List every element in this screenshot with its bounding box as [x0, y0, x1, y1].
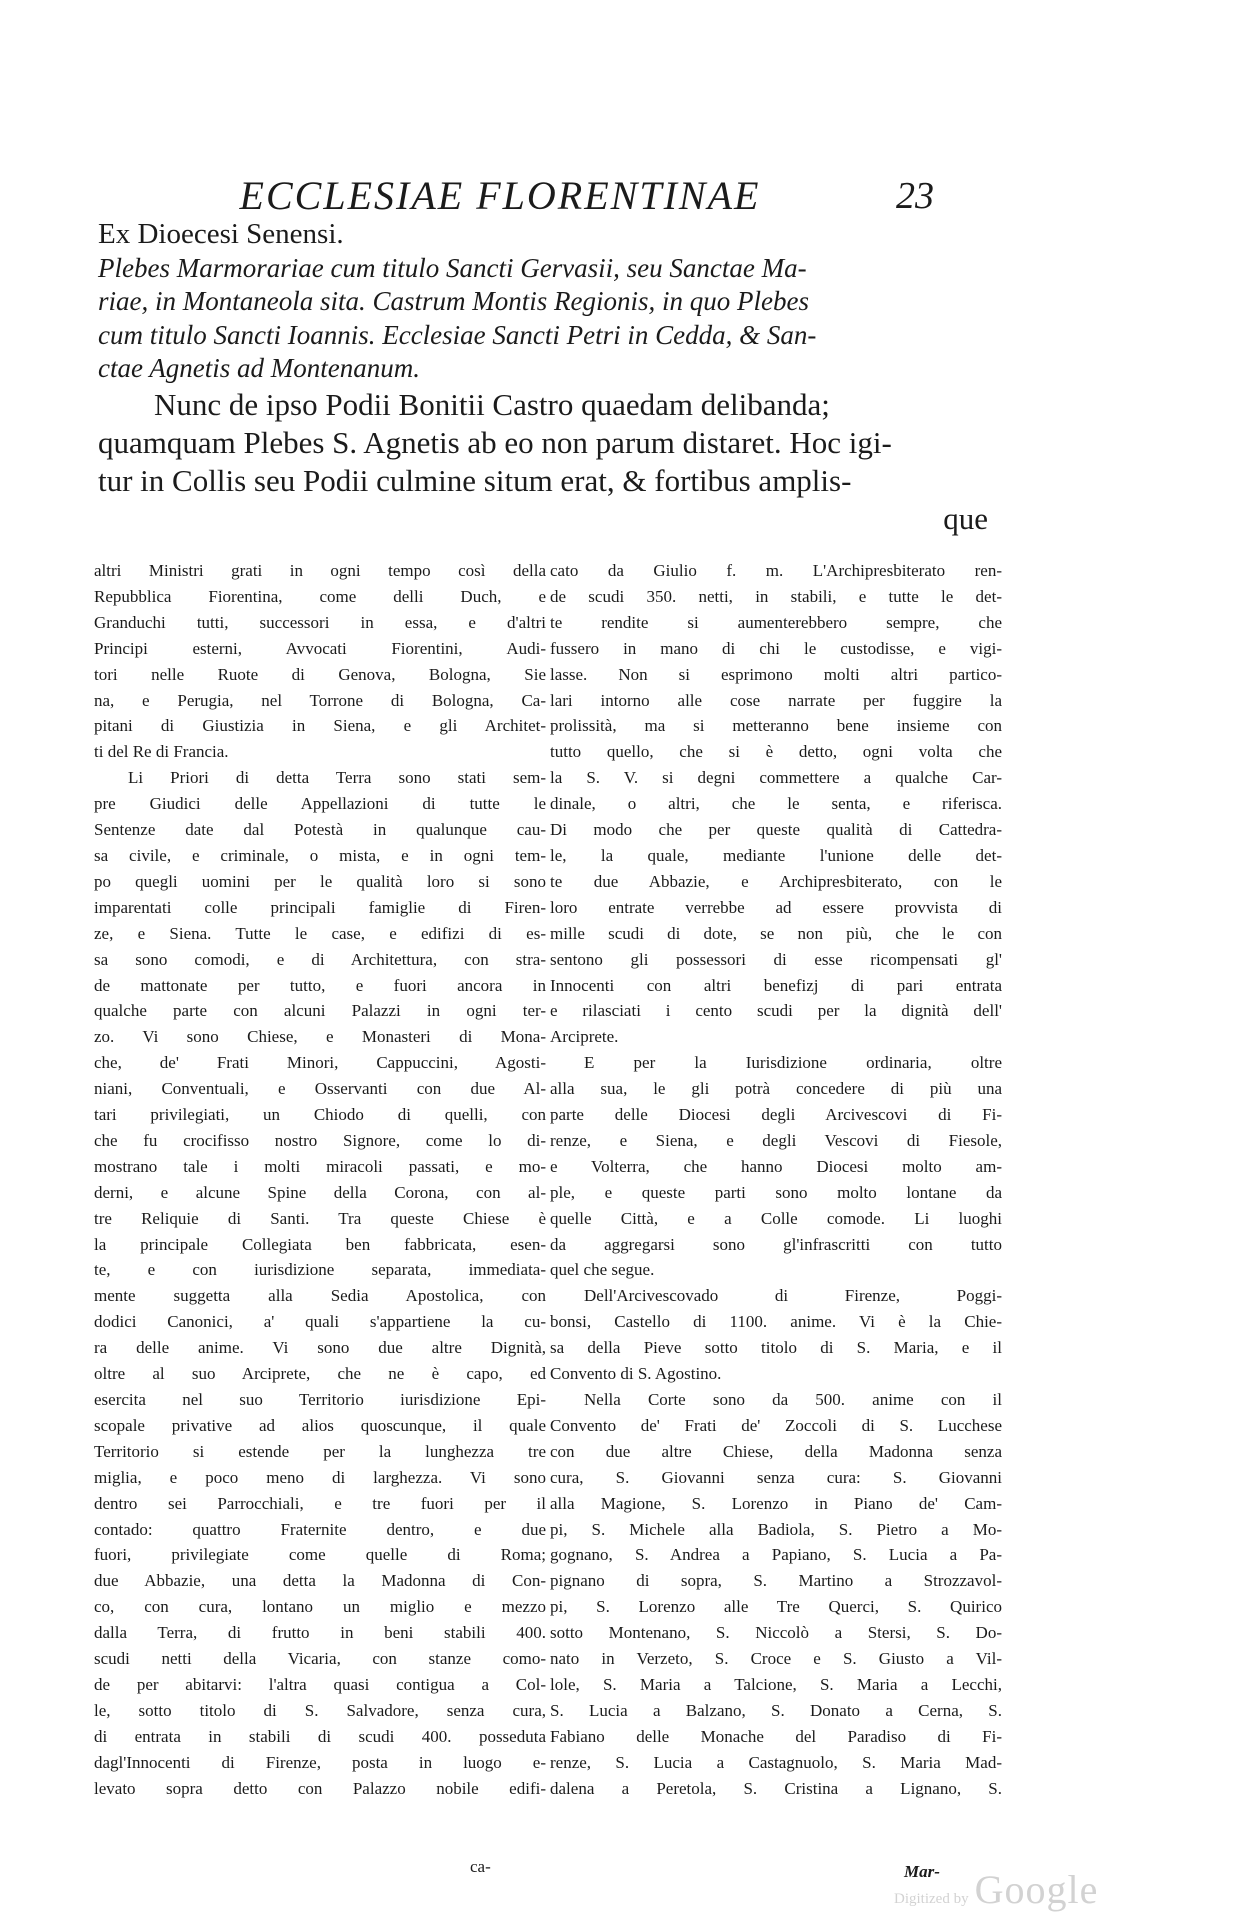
text-line: quamquam Plebes S. Agnetis ab eo non parum distaret. Hoc igi-: [98, 424, 892, 460]
text-line: ti del Re di Francia.: [94, 742, 229, 762]
text-line: fuori, privilegiate come quelle di Roma;: [94, 1545, 546, 1565]
text-line: pitani di Giustizia in Siena, e gli Architet-: [94, 716, 546, 736]
digitization-watermark: [894, 1866, 1098, 1913]
text-line: oltre al suo Arciprete, che ne è capo, ed: [94, 1364, 546, 1384]
text-line: alla sua, le gli potrà concedere di più una: [550, 1079, 1002, 1099]
text-line: Principi esterni, Avvocati Fiorentini, Audi-: [94, 638, 546, 658]
text-line: sa civile, e criminale, o mista, e in ogni tem-: [94, 845, 546, 865]
text-line: parte delle Diocesi degli Arcivescovi di Fi-: [550, 1105, 1002, 1125]
text-line: bonsi, Castello di 1100. anime. Vi è la Chie-: [550, 1312, 1002, 1332]
text-line: e rilasciati i cento scudi per la dignità dell': [550, 1001, 1002, 1021]
text-line: Li Priori di detta Terra sono stati sem-: [128, 768, 546, 788]
text-line: le, la quale, mediante l'unione delle det-: [550, 845, 1002, 865]
text-line: altri Ministri grati in ogni tempo così della: [94, 561, 546, 580]
text-line: mente suggetta alla Sedia Apostolica, con: [94, 1286, 546, 1306]
text-line: loro entrate verrebbe ad essere provvista di: [550, 897, 1002, 917]
text-line: E per la Iurisdizione ordinaria, oltre: [584, 1053, 1002, 1073]
text-line: con due altre Chiese, della Madonna senza: [550, 1441, 1002, 1461]
text-line: ple, e queste parti sono molto lontane da: [550, 1182, 1002, 1202]
text-line: due Abbazie, una detta la Madonna di Con-: [94, 1571, 546, 1591]
text-line: dentro sei Parrocchiali, e tre fuori per il: [94, 1493, 546, 1513]
text-line: dodici Canonici, a' quali s'appartiene la cu-: [94, 1312, 546, 1332]
text-line: sa sono comodi, e di Architettura, con stra-: [94, 949, 546, 969]
text-line: Fabiano delle Monache del Paradiso di Fi-: [550, 1726, 1002, 1746]
intro-block: [98, 218, 988, 538]
text-line: qualche parte con alcuni Palazzi in ogni ter-: [94, 1001, 546, 1021]
text-line: cato da Giulio f. m. L'Archipresbiterato ren-: [550, 561, 1002, 580]
text-line: que: [943, 500, 988, 536]
text-line: Plebes Marmorariae cum titulo Sancti Gervasii, seu Sanctae Ma-: [98, 252, 807, 283]
text-line: Territorio si estende per la lunghezza tre: [94, 1441, 546, 1461]
text-line: te due Abbazie, e Archipresbiterato, con le: [550, 871, 1002, 891]
text-line: e Volterra, che hanno Diocesi molto am-: [550, 1156, 1002, 1176]
text-line: di entrata in stabili di scudi 400. posseduta: [94, 1726, 546, 1746]
right-column: [550, 558, 1002, 1802]
text-line: renze, e Siena, e degli Vescovi di Fiesole,: [550, 1130, 1002, 1150]
diocese-heading: Ex Dioecesi Senensi.: [98, 218, 344, 250]
watermark-prefix: Digitized by: [894, 1891, 969, 1907]
text-line: de mattonate per tutto, e fuori ancora in: [94, 975, 546, 995]
text-line: Repubblica Fiorentina, come delli Duch, e: [94, 586, 546, 606]
text-line: tori nelle Ruote di Genova, Bologna, Sie: [94, 664, 546, 684]
text-line: dinale, o altri, che le senta, e riferisca.: [550, 794, 1002, 814]
text-line: dalla Terra, di frutto in beni stabili 400.: [94, 1623, 546, 1643]
text-line: ra delle anime. Vi sono due altre Dignità,: [94, 1338, 546, 1358]
text-line: derni, e alcune Spine della Corona, con al-: [94, 1182, 546, 1202]
text-line: da aggregarsi sono gl'infrascritti con tutto: [550, 1234, 1002, 1254]
text-line: la S. V. si degni commettere a qualche Car-: [550, 768, 1002, 788]
text-line: dalena a Peretola, S. Cristina a Lignano, S.: [550, 1778, 1002, 1798]
text-line: quel che segue.: [550, 1260, 655, 1280]
text-line: contado: quattro Fraternite dentro, e due: [94, 1519, 546, 1539]
text-line: po quegli uomini per le qualità loro si sono: [94, 871, 546, 891]
text-line: na, e Perugia, nel Torrone di Bologna, Ca-: [94, 690, 546, 710]
text-line: de per abitarvi: l'altra quasi contigua a Col-: [94, 1674, 546, 1694]
text-line: cura, S. Giovanni senza cura: S. Giovanni: [550, 1467, 1002, 1487]
text-line: scopale privative ad alios quoscunque, il quale: [94, 1415, 546, 1435]
text-line: pi, S. Lorenzo alle Tre Querci, S. Quirico: [550, 1597, 1002, 1617]
text-line: Innocenti con altri benefizj di pari entrata: [550, 975, 1002, 995]
text-line: miglia, e poco meno di larghezza. Vi sono: [94, 1467, 546, 1487]
text-line: pre Giudici delle Appellazioni di tutte le: [94, 794, 546, 814]
text-line: pignano di sopra, S. Martino a Strozzavol-: [550, 1571, 1002, 1591]
text-line: tari privilegiati, un Chiodo di quelli, con: [94, 1105, 546, 1125]
text-line: cum titulo Sancti Ioannis. Ecclesiae Sancti Petri in Cedda, & San-: [98, 319, 817, 350]
text-line: pi, S. Michele alla Badiola, S. Pietro a Mo-: [550, 1519, 1002, 1539]
text-line: lole, S. Maria a Talcione, S. Maria a Lecchi,: [550, 1674, 1002, 1694]
right-catchword: Mar-: [904, 1862, 940, 1881]
text-line: la principale Collegiata ben fabbricata, esen-: [94, 1234, 546, 1254]
text-line: Dell'Arcivescovado di Firenze, Poggi-: [584, 1286, 1002, 1306]
text-line: che, de' Frati Minori, Cappuccini, Agosti-: [94, 1053, 546, 1073]
text-line: tur in Collis seu Podii culmine situm erat, & fortibus amplis-: [98, 462, 852, 498]
text-line: alla Magione, S. Lorenzo in Piano de' Cam-: [550, 1493, 1002, 1513]
text-line: S. Lucia a Balzano, S. Donato a Cerna, S.: [550, 1700, 1002, 1720]
text-line: fussero in mano di chi le custodisse, e vigi-: [550, 638, 1002, 658]
text-line: te, e con iurisdizione separata, immediata-: [94, 1260, 546, 1280]
text-line: riae, in Montaneola sita. Castrum Montis Regionis, in quo Plebes: [98, 286, 809, 316]
text-line: Di modo che per queste qualità di Cattedra-: [550, 820, 1002, 840]
text-line: esercita nel suo Territorio iurisdizione Epi-: [94, 1390, 546, 1409]
text-line: renze, S. Lucia a Castagnuolo, S. Maria Mad-: [550, 1752, 1002, 1772]
left-catchword: ca-: [470, 1857, 491, 1876]
left-column: [94, 558, 546, 1802]
text-line: Convento de' Frati de' Zoccoli di S. Lucchese: [550, 1415, 1002, 1435]
text-line: Nella Corte sono da 500. anime con il: [584, 1390, 1002, 1409]
text-line: sotto Montenano, S. Niccolò a Stersi, S. Do-: [550, 1623, 1002, 1643]
text-line: lari intorno alle cose narrate per fuggire la: [550, 690, 1002, 710]
text-line: dagl'Innocenti di Firenze, posta in luogo e-: [94, 1752, 546, 1772]
text-line: sa della Pieve sotto titolo di S. Maria, e il: [550, 1338, 1002, 1358]
nunc-paragraph: [98, 386, 988, 538]
text-line: scudi netti della Vicaria, con stanze como-: [94, 1649, 546, 1669]
text-line: che fu crocifisso nostro Signore, come lo di-: [94, 1130, 546, 1150]
text-line: lasse. Non si esprimono molti altri partico-: [550, 664, 1002, 684]
text-line: mostrano tale i molti miracoli passati, e mo-: [94, 1156, 546, 1176]
text-line: quelle Città, e a Colle comode. Li luoghi: [550, 1208, 1002, 1228]
text-line: Nunc de ipso Podii Bonitii Castro quaedam delibanda;: [154, 386, 830, 422]
text-line: tutto quello, che si è detto, ogni volta che: [550, 742, 1002, 762]
text-line: de scudi 350. netti, in stabili, e tutte le det-: [550, 586, 1002, 606]
text-line: imparentati colle principali famiglie di Firen-: [94, 897, 546, 917]
text-line: le, sotto titolo di S. Salvadore, senza cura,: [94, 1700, 546, 1720]
text-line: Convento di S. Agostino.: [550, 1364, 722, 1384]
text-line: Arciprete.: [550, 1027, 619, 1047]
running-title: ECCLESIAE FLORENTINAE: [239, 173, 761, 218]
page-number: 23: [896, 175, 934, 217]
text-line: tre Reliquie di Santi. Tra queste Chiese è: [94, 1208, 546, 1228]
text-line: nato in Verzeto, S. Croce e S. Giusto a Vil-: [550, 1649, 1002, 1669]
text-line: ze, e Siena. Tutte le case, e edifizi di es-: [94, 923, 546, 943]
text-line: mille scudi di dote, se non più, che le con: [550, 923, 1002, 943]
text-line: sentono gli possessori di esse ricompensati gl': [550, 949, 1002, 969]
text-line: Sentenze date dal Potestà in qualunque cau-: [94, 820, 546, 840]
text-line: Granduchi tutti, successori in essa, e d'altri: [94, 612, 546, 632]
text-line: zo. Vi sono Chiese, e Monasteri di Mona-: [94, 1027, 546, 1047]
text-line: te rendite si aumenterebbero sempre, che: [550, 612, 1002, 632]
watermark-brand: Google: [974, 1867, 1099, 1912]
plebes-paragraph: [98, 252, 988, 386]
text-line: co, con cura, lontano un miglio e mezzo: [94, 1597, 546, 1617]
text-line: gognano, S. Andrea a Papiano, S. Lucia a Pa-: [550, 1545, 1002, 1565]
text-line: ctae Agnetis ad Montenanum.: [98, 353, 420, 383]
text-line: prolissità, ma si metteranno bene insieme con: [550, 716, 1002, 736]
text-line: niani, Conventuali, e Osservanti con due Al-: [94, 1079, 546, 1099]
text-line: levato sopra detto con Palazzo nobile edifi-: [94, 1778, 546, 1798]
